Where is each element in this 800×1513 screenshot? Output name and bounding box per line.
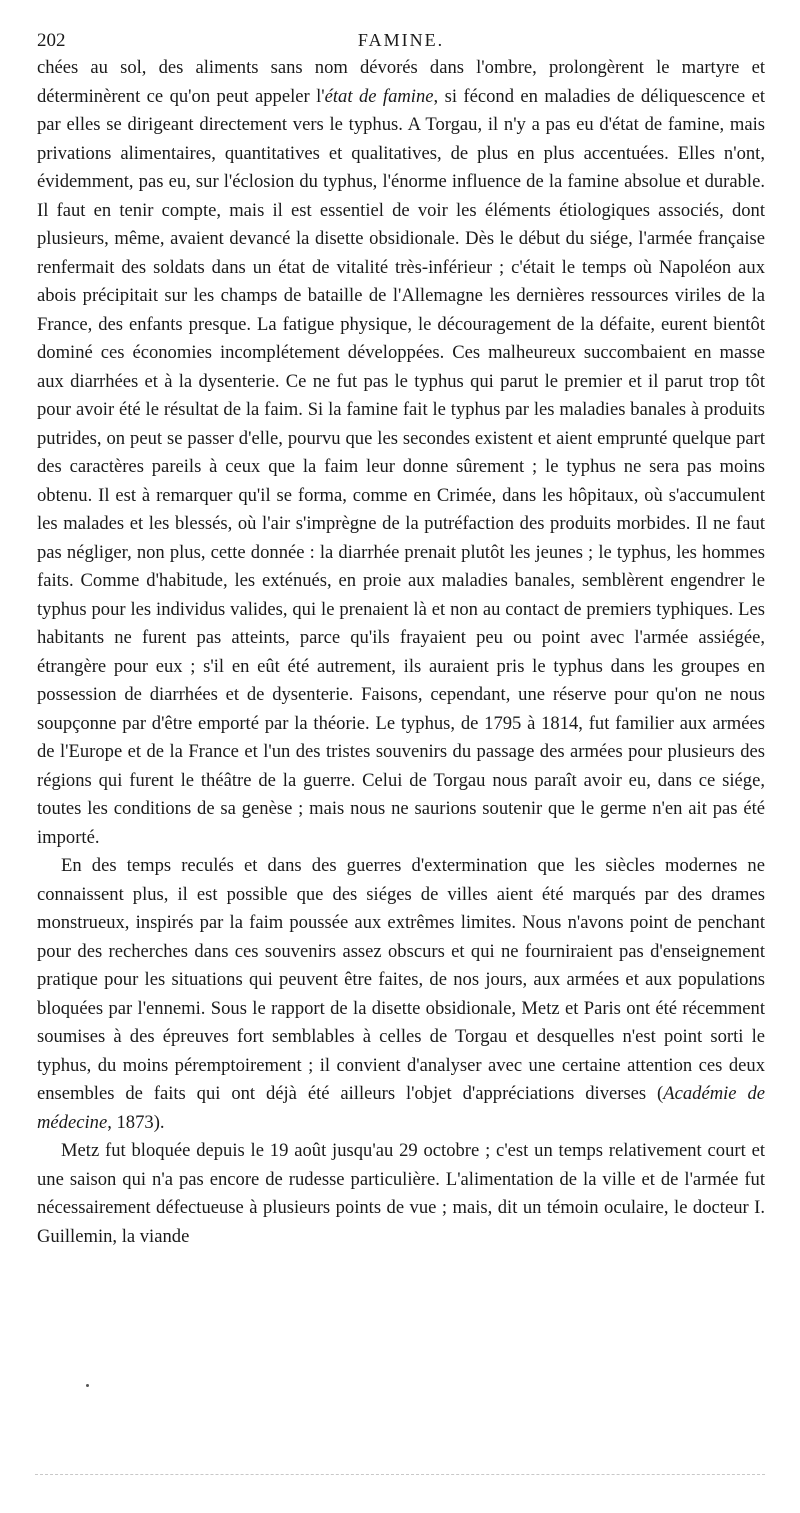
ink-speck bbox=[86, 1384, 89, 1387]
text-run: Metz fut bloquée depuis le 19 août jusqu'au 29 octobre ; c'est un temps relativement court et une saison qui n'a pas encore de rudesse particulière. L'alimentation de la ville et de l'armée fut nécessairement défectueuse à plusieurs points de vue ; mais, dit un témoin oculaire, le docteur I. Guillemin, la viande bbox=[37, 1140, 765, 1247]
scan-bottom-edge bbox=[35, 1474, 765, 1475]
page-body bbox=[37, 54, 765, 1251]
paragraph bbox=[37, 1137, 765, 1251]
text-run: , si fécond en maladies de déliquescence et par elles se dirigeant directement vers le typhus. A Torgau, il n'y a pas eu d'état de famine, mais privations alimentaires, quantitatives et qualitatives, de plus en plus accentuées. Elles n'ont, évidemment, pas eu, sur l'éclosion du typhus, l'énorme influence de la famine absolue et durable. Il faut en tenir compte, mais il est essentiel de voir les éléments étiologiques associés, dont plusieurs, même, avaient devancé la disette obsidionale. Dès le début du siége, l'armée française renfermait des soldats dans un état de vitalité très-inférieur ; c'était le temps où Napoléon aux abois précipitait sur les champs de bataille de l'Allemagne les dernières ressources viriles de la France, des enfants presque. La fatigue physique, le découragement de la défaite, eurent bientôt dominé ces économies incomplétement développées. Ces malheureux succombaient en masse aux diarrhées et à la dysenterie. Ce ne fut pas le typhus qui parut le premier et il parut trop tôt pour avoir été le résultat de la faim. Si la famine fait le typhus par les maladies banales à produits putrides, on peut se passer d'elle, pourvu que les secondes existent et aient emprunté quelque part des caractères pareils à ceux que la faim leur donne sûrement ; le typhus ne sera pas moins obtenu. Il est à remarquer qu'il se forma, comme en Crimée, dans les hôpitaux, où s'accumulent les malades et les blessés, où l'air s'imprègne de la putréfaction des produits morbides. Il ne faut pas négliger, non plus, cette donnée : la diarrhée prenait plutôt les jeunes ; le typhus, les hommes faits. Comme d'habitude, les exténués, en proie aux maladies banales, semblèrent engendrer le typhus pour les individus valides, qui le prenaient là et non au contact de premiers typhiques. Les habitants ne furent pas atteints, parce qu'ils frayaient peu ou point avec l'armée assiégée, étrangère pour eux ; s'il en eût été autrement, ils auraient pris le typhus dans les groupes en possession de diarrhées et de dysenterie. Faisons, cependant, une réserve pour qu'on ne nous soupçonne par d'être emporté par la théorie. Le typhus, de 1795 à 1814, fut familier aux armées de l'Europe et de la France et l'un des tristes souvenirs du passage des armées pour plusieurs des régions qui furent le théâtre de la guerre. Celui de Torgau nous paraît avoir eu, dans ce siége, toutes les conditions de sa genèse ; mais nous ne saurions soutenir que le germe n'en ait pas été importé. bbox=[37, 85, 765, 848]
running-title: FAMINE. bbox=[357, 30, 445, 50]
paragraph bbox=[37, 54, 765, 852]
book-page bbox=[37, 20, 765, 1251]
page-header bbox=[37, 20, 765, 54]
italic-citation: Académie de médecine bbox=[37, 1083, 765, 1133]
paragraph bbox=[37, 852, 765, 1137]
text-run: En des temps reculés et dans des guerres d'extermination que les siècles modernes ne connaissent plus, il est possible que des siéges de villes aient été marqués par des drames monstrueux, inspirés par la faim poussée aux extrêmes limites. Nous n'avons point de penchant pour des recherches dans ces souvenirs assez obscurs et qui ne fourniraient pas d'enseignement pratique pour les situations qui peuvent être faites, de nos jours, aux armées et aux populations bloquées par l'ennemi. Sous le rapport de la disette obsidionale, Metz et Paris ont été récemment soumises à des épreuves fort semblables à celles de Torgau et desquelles n'est point sorti le typhus, du moins péremptoirement ; il convient d'analyser avec une certaine attention ces deux ensembles de faits qui ont déjà été ailleurs l'objet d'appréciations diverses ( bbox=[37, 855, 765, 1104]
text-run: chées au sol, des aliments sans nom dévorés dans l'ombre, prolongèrent le martyre et déterminèrent ce qu'on peut appeler l' bbox=[37, 57, 765, 107]
text-run: , 1873). bbox=[107, 1111, 165, 1133]
page-number: 202 bbox=[37, 30, 66, 51]
italic-phrase: état de famine bbox=[324, 85, 434, 107]
